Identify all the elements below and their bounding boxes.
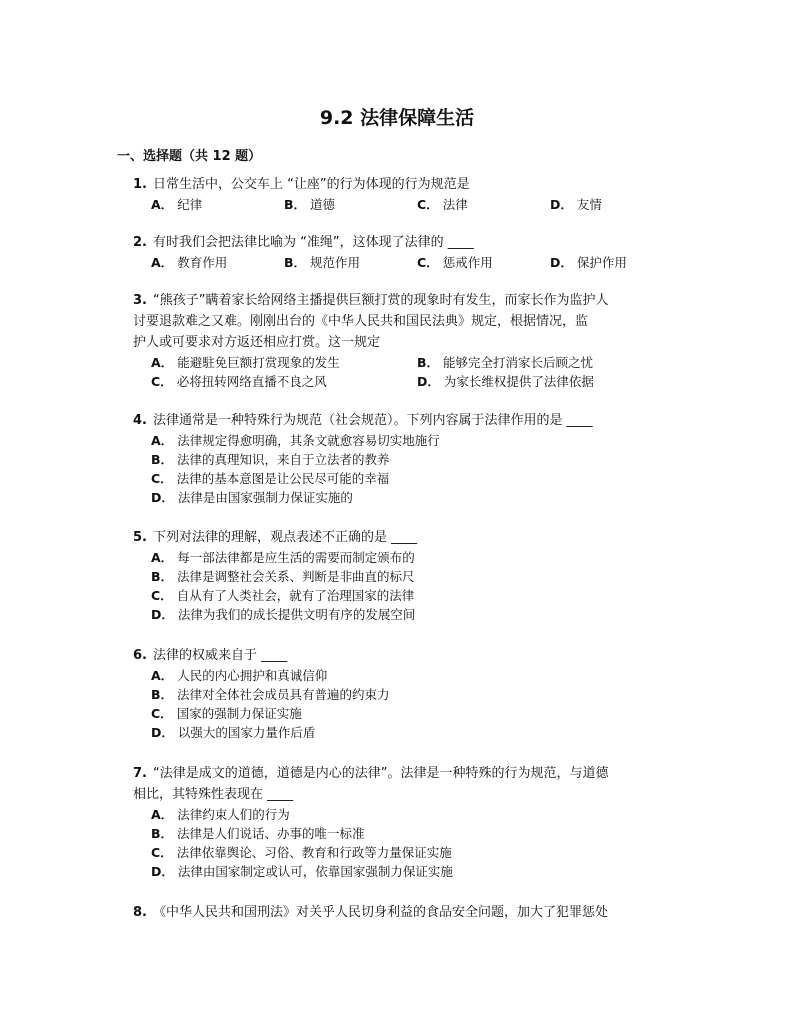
option-d[interactable] <box>550 253 683 272</box>
option-label: D． <box>417 374 440 389</box>
option-label: B． <box>151 452 174 467</box>
option-text: 国家的强制力保证实施 <box>176 706 302 721</box>
option-a[interactable] <box>151 195 284 214</box>
option-label: C． <box>151 374 173 389</box>
option-text: 纪律 <box>177 197 203 212</box>
option-d[interactable] <box>417 372 683 391</box>
option-label: A． <box>151 255 174 270</box>
option-b[interactable] <box>151 450 683 469</box>
option-list <box>151 431 683 507</box>
option-text: 友情 <box>576 197 602 212</box>
option-label: C． <box>151 706 173 721</box>
option-c[interactable] <box>417 253 550 272</box>
question-2 <box>133 232 683 272</box>
question-stem <box>133 902 683 923</box>
option-d[interactable] <box>151 862 683 881</box>
option-text: 每一部法律都是应生活的需要而制定颁布的 <box>177 550 415 565</box>
option-label: C． <box>417 197 439 212</box>
question-stem <box>133 410 683 431</box>
option-list <box>151 253 683 272</box>
option-c[interactable] <box>151 586 683 605</box>
option-d[interactable] <box>151 488 683 507</box>
page-title: 9.2 法律保障生活 <box>319 107 475 129</box>
option-text: 法律是人们说话、办事的唯一标准 <box>177 826 365 841</box>
option-b[interactable] <box>151 685 683 704</box>
option-text: 法律规定得愈明确，其条文就愈容易切实地施行 <box>177 433 440 448</box>
option-c[interactable] <box>151 704 683 723</box>
option-text: 保护作用 <box>576 255 627 270</box>
option-label: D． <box>550 197 573 212</box>
option-label: D． <box>550 255 573 270</box>
question-stem <box>133 174 683 195</box>
question-number: 2. <box>133 235 147 250</box>
option-text: 法律依靠舆论、习俗、教育和行政等力量保证实施 <box>176 845 452 860</box>
option-label: A． <box>151 807 174 822</box>
option-b[interactable] <box>151 824 683 843</box>
option-label: A． <box>151 355 174 370</box>
option-label: C． <box>417 255 439 270</box>
option-label: B． <box>284 255 307 270</box>
option-label: A． <box>151 550 174 565</box>
option-label: B． <box>151 687 174 702</box>
option-list <box>151 195 683 214</box>
stem-line: 日常生活中，公交车上 “让座”的行为体现的行为规范是 <box>152 177 470 192</box>
question-1 <box>133 174 683 214</box>
question-stem <box>133 763 683 784</box>
option-text: 法律约束人们的行为 <box>177 807 290 822</box>
option-text: 规范作用 <box>310 255 361 270</box>
option-label: C． <box>151 845 173 860</box>
stem-line: 讨要退款难之又难。刚刚出台的《中华人民共和国民法典》规定，根据情况，监 <box>133 314 589 329</box>
option-label: B． <box>417 355 440 370</box>
stem-line: “熊孩子”瞒着家长给网络主播提供巨额打赏的现象时有发生，而家长作为监护人 <box>152 293 609 308</box>
option-text: 能够完全打消家长后顾之忧 <box>443 355 594 370</box>
option-a[interactable] <box>151 353 417 372</box>
option-b[interactable] <box>284 253 417 272</box>
option-text: 法律为我们的成长提供文明有序的发展空间 <box>177 607 416 622</box>
option-text: 为家长维权提供了法律依据 <box>443 374 594 389</box>
question-number: 4. <box>133 413 147 428</box>
question-3 <box>133 290 683 391</box>
option-text: 法律由国家制定或认可，依靠国家强制力保证实施 <box>177 864 453 879</box>
option-list <box>151 805 683 881</box>
option-label: B． <box>151 826 174 841</box>
option-a[interactable] <box>151 253 284 272</box>
option-text: 法律是由国家强制力保证实施的 <box>177 490 353 505</box>
option-label: A． <box>151 668 174 683</box>
question-number: 8. <box>133 905 147 920</box>
option-text: 法律是调整社会关系、判断是非曲直的标尺 <box>177 569 415 584</box>
option-text: 必将扭转网络直播不良之风 <box>176 374 327 389</box>
question-number: 6. <box>133 648 147 663</box>
stem-line: 相比，其特殊性表现在 ____ <box>133 787 294 802</box>
stem-line: 法律的权威来自于 ____ <box>152 648 288 663</box>
stem-line: 法律通常是一种特殊行为规范（社会规范）。下列内容属于法律作用的是 ____ <box>152 413 593 428</box>
option-c[interactable] <box>151 469 683 488</box>
option-d[interactable] <box>151 605 683 624</box>
option-list <box>151 353 683 391</box>
question-7 <box>133 763 683 881</box>
question-stem <box>133 290 683 311</box>
option-label: C． <box>151 471 173 486</box>
question-4 <box>133 410 683 507</box>
option-text: 惩戒作用 <box>442 255 493 270</box>
question-number: 3. <box>133 293 147 308</box>
option-label: B． <box>284 197 307 212</box>
option-label: B． <box>151 569 174 584</box>
stem-line: 护人或可要求对方返还相应打赏。这一规定 <box>133 335 381 350</box>
question-stem <box>133 645 683 666</box>
option-b[interactable] <box>417 353 683 372</box>
stem-line: 有时我们会把法律比喻为 “准绳”，这体现了法律的 ____ <box>152 235 474 250</box>
option-label: D． <box>151 725 174 740</box>
option-text: 法律的基本意图是让公民尽可能的幸福 <box>176 471 390 486</box>
option-list <box>151 548 683 624</box>
option-a[interactable] <box>151 805 683 824</box>
option-list <box>151 666 683 742</box>
option-label: D． <box>151 607 174 622</box>
option-a[interactable] <box>151 548 683 567</box>
question-5 <box>133 527 683 624</box>
stem-line: “法律是成文的道德，道德是内心的法律”。法律是一种特殊的行为规范，与道德 <box>152 766 609 781</box>
option-label: C． <box>151 588 173 603</box>
option-label: A． <box>151 433 174 448</box>
option-c[interactable] <box>151 372 417 391</box>
option-text: 自从有了人类社会，就有了治理国家的法律 <box>176 588 415 603</box>
option-a[interactable] <box>151 666 683 685</box>
option-text: 法律 <box>442 197 468 212</box>
option-text: 教育作用 <box>177 255 228 270</box>
question-number: 5. <box>133 530 147 545</box>
section-heading: 一、选择题（共 12 题） <box>117 149 262 164</box>
question-number: 1. <box>133 177 147 192</box>
option-label: D． <box>151 864 174 879</box>
option-c[interactable] <box>151 843 683 862</box>
question-8 <box>133 902 683 923</box>
option-a[interactable] <box>151 431 683 450</box>
option-d[interactable] <box>550 195 683 214</box>
option-text: 以强大的国家力量作后盾 <box>177 725 316 740</box>
option-text: 能避駐免巨额打赏现象的发生 <box>177 355 340 370</box>
option-text: 人民的内心拥护和真诚信仰 <box>177 668 328 683</box>
option-text: 法律的真理知识，来自于立法者的教养 <box>177 452 390 467</box>
option-d[interactable] <box>151 723 683 742</box>
option-c[interactable] <box>417 195 550 214</box>
stem-line: 《中华人民共和国刑法》对关乎人民切身利益的食品安全问题，加大了犯罪惩处 <box>152 905 608 920</box>
option-label: D． <box>151 490 174 505</box>
question-6 <box>133 645 683 742</box>
option-b[interactable] <box>151 567 683 586</box>
question-number: 7. <box>133 766 147 781</box>
question-stem <box>133 527 683 548</box>
option-text: 法律对全体社会成员具有普遍的约束力 <box>177 687 390 702</box>
option-b[interactable] <box>284 195 417 214</box>
option-label: A． <box>151 197 174 212</box>
option-text: 道德 <box>310 197 336 212</box>
stem-line: 下列对法律的理解，观点表述不正确的是 ____ <box>152 530 418 545</box>
question-stem <box>133 232 683 253</box>
